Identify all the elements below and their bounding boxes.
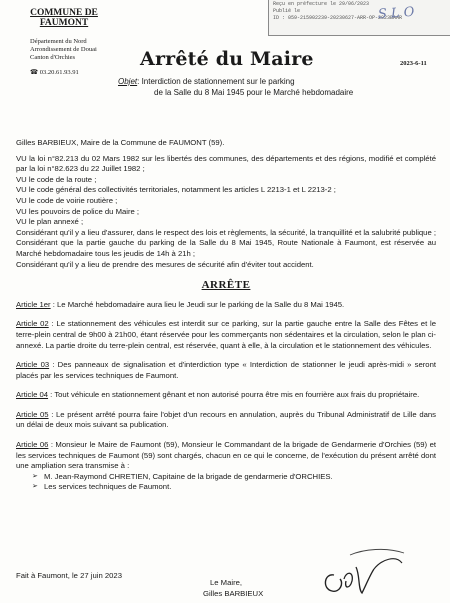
article [16,390,436,401]
article-text: : Monsieur le Maire de Faumont (59), Monsieur le Commandant de la brigade de Gendarmerie d'Orchies (59) et les services techniques de Faumont (59) sont chargés, chacun en ce qui le concerne, de l'exécution du présent arrêté dont une ampliation sera transmise à : [16,440,436,471]
consideration: Considérant qu'il y a lieu de prendre des mesures de sécurité afin d'éviter tout accident. [16,259,314,269]
legal-basis: VU le code de voirie routière ; [16,195,118,205]
place-date: Fait à Faumont, le 27 juin 2023 [16,571,122,580]
signatory-name: Gilles BARBIEUX [203,589,264,598]
arrete-heading: ARRÊTE [201,279,251,292]
subject-line2: de la Salle du 8 Mai 1945 pour le Marché hebdomadaire [154,88,354,97]
article [16,319,436,351]
article-label: Article 05 [16,409,49,419]
legal-basis: VU la loi n°82.213 du 02 Mars 1982 sur les libertés des communes, des départements et des régions, modifié et complété par la loi n°82.623 du 22 Juillet 1982 ; [16,153,436,174]
mayor-line: Gilles BARBIEUX, Maire de la Commune de FAUMONT (59). [16,138,225,147]
commune-title-line2: FAUMONT [39,18,89,28]
legal-basis: VU le code général des collectivités territoriales, notamment les articles L 2213-1 et L 2213-2 ; [16,185,336,195]
decree-subject [118,76,398,98]
stamp-line: Reçu en préfecture le 29/06/2023 [273,1,370,7]
article-label: Article 02 [16,319,49,329]
prefecture-stamp [268,0,450,36]
stamp-line: Publié le [273,8,301,14]
article [16,300,436,311]
recipients-list [16,472,436,493]
page-title: Arrêté du Maire [140,48,314,70]
signatory-role: Le Maire, [210,578,243,587]
recipient-item: ➢ M. Jean-Raymond CHRETIEN, Capitaine de la brigade de gendarmerie d'ORCHIES. [44,472,436,483]
article-text: : Le présent arrêté pourra faire l'objet d'un recours en annulation, auprès du Tribunal Administratif de Lille dans un délai de deux mois suivant sa publication. [16,409,436,430]
article [16,360,436,381]
subject-line1: : Interdiction de stationnement sur le parking [137,77,295,86]
article-label: Article 03 [16,360,50,370]
article [16,440,436,472]
decree-reference: 2023-6-11 [400,60,427,67]
decree-body [16,138,436,493]
consideration: Considérant qu'il y a lieu d'assurer, dans le respect des lois et règlements, la sécurité, la tranquillité et la salubrité publique ; [16,227,436,237]
commune-phone: ☎ 03.20.61.93.91 [30,69,79,76]
subject-label: Objet [118,77,138,86]
legal-basis: VU le code de la route ; [16,174,97,184]
commune-header [18,8,110,76]
consideration: Considérant que la partie gauche du parking de la Salle du 8 Mai 1945, Route Nationale à Faumont, est réservée au Marché hebdomadaire tous les jeudis de 14h à 21h ; [16,238,436,258]
legal-basis: VU le plan annexé ; [16,217,84,227]
commune-sub-line: Canton d'Orchies [30,54,76,61]
handwritten-signature [316,545,406,603]
commune-sub-line: Arrondissement de Douai [30,46,97,53]
article-text: : Tout véhicule en stationnement gênant et non autorisé pourra être mis en fourrière aux frais du propriétaire. [48,390,420,400]
article-label: Article 04 [16,390,49,400]
article-label: Article 1er [16,299,51,309]
stamp-line: ID : 059-215902239-20230627-ARR-OP-2023BAAR [273,15,403,21]
article-label: Article 06 [16,440,49,450]
commune-title-line1: COMMUNE DE [30,8,98,18]
article-text: : Des panneaux de signalisation et d'interdiction type « Interdiction de stationner le jeudi après-midi » seront placés par les services techniques de Faumont. [16,360,436,380]
commune-subtitle [18,38,110,62]
stamp-handwritten-note: S L O [377,4,415,23]
article [16,410,436,431]
commune-sub-line: Département du Nord [30,38,87,45]
legal-basis: VU les pouvoirs de police du Maire ; [16,206,140,216]
recipient-item: ➢ Les services techniques de Faumont. [44,482,436,493]
article-text: : Le Marché hebdomadaire aura lieu le Jeudi sur le parking de la Salle du 8 Mai 1945. [50,299,345,309]
article-text: : Le stationnement des véhicules est interdit sur ce parking, sur la partie gauche entre la Salle des Fêtes et le terre-plein central de 9h00 à 21h00, étant réservée pour les commerçants non sédentaires et la circulation, selon le plan ci-annexé. La partie droite du terre-plein central, est réservée, quant à elle, à la circulation et le stationnement des véhicules. [16,319,436,350]
